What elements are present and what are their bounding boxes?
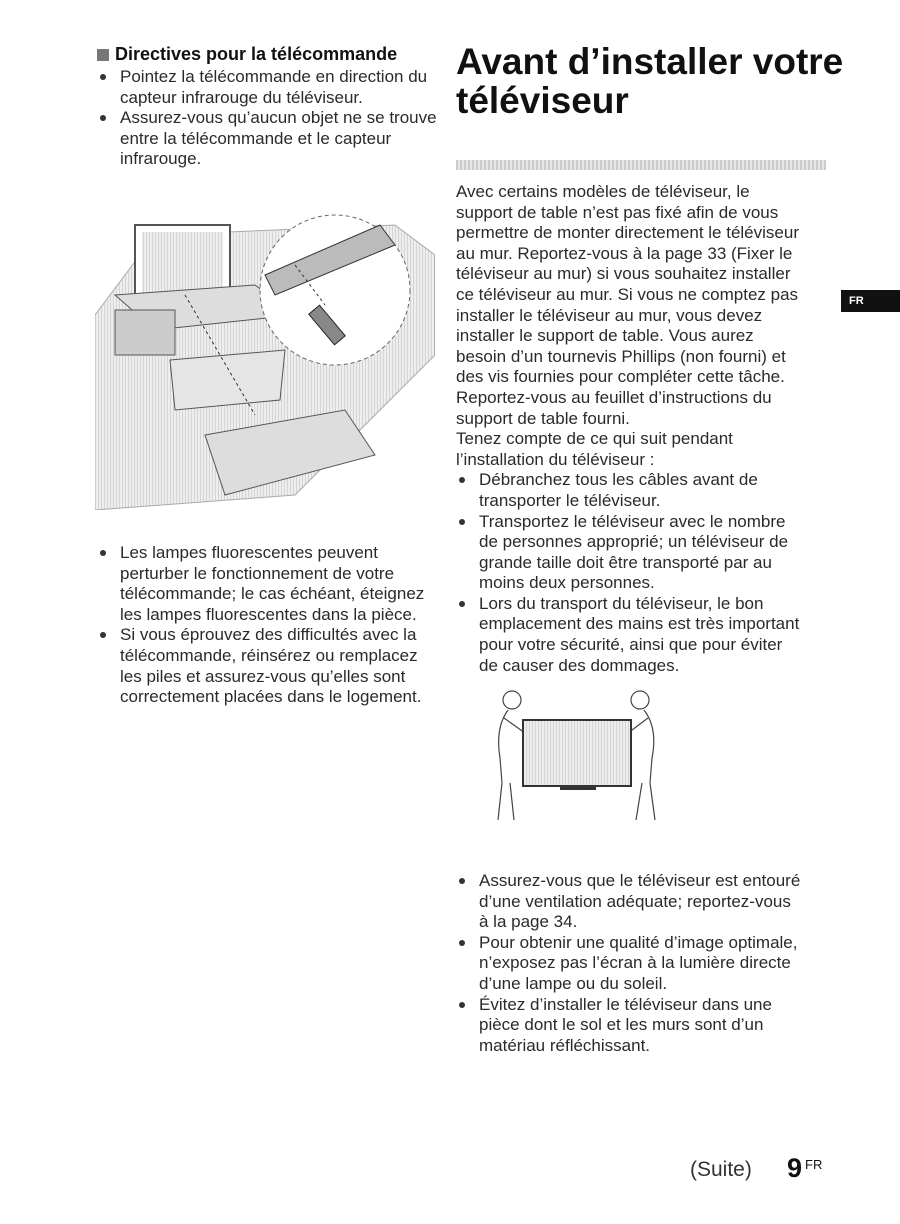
page-number [787, 1153, 822, 1184]
note-paragraph: Tenez compte de ce qui suit pendant l’installation du téléviseur : [456, 429, 733, 469]
list-item: Assurez-vous que le téléviseur est entouré d’une ventilation adéquate; reportez-vous à la page 34. [456, 871, 801, 933]
section-heading [97, 44, 397, 65]
list-item: Pour obtenir une qualité d’image optimale, n’exposez pas l’écran à la lumière directe d’une lampe ou du soleil. [456, 933, 801, 995]
list-item: Pointez la télécommande en direction du capteur infrarouge du téléviseur. [97, 67, 437, 108]
intro-paragraph: Avec certains modèles de téléviseur, le support de table n’est pas fixé afin de vous permettre de monter directement le téléviseur au mur. Reportez-vous à la page 33 (Fixer le téléviseur au mur) si vous souhaitez installer ce téléviseur au mur. Si vous ne comptez pas installer le téléviseur au mur, vous devez installer le support de table. Vous aurez besoin d’un tournevis Phillips (non fourni) et des vis fournies pour compléter cette tâche. Reportez-vous au feuillet d’instructions du support de table fourni. [456, 182, 799, 428]
square-bullet-icon [97, 49, 109, 61]
transport-tips-list [456, 470, 801, 676]
list-item: Évitez d’installer le téléviseur dans une pièce dont le sol et les murs sont d’un matériau réfléchissant. [456, 995, 801, 1057]
remote-tips-list [97, 67, 437, 170]
page-title: Avant d’installer votre téléviseur [456, 41, 844, 121]
continued-label: (Suite) [690, 1158, 752, 1181]
list-item: Lors du transport du téléviseur, le bon emplacement des mains est très important pour votre sécurité, ainsi que pour éviter de causer des dommages. [456, 594, 801, 676]
page-number-suffix: FR [805, 1157, 823, 1172]
list-item: Les lampes fluorescentes peuvent perturber le fonctionnement de votre télécommande; le cas échéant, éteignez les lampes fluorescentes dans la pièce. [97, 543, 437, 625]
language-tab: FR [841, 290, 900, 312]
list-item: Transportez le téléviseur avec le nombre de personnes approprié; un téléviseur de grande taille doit être transporté par au moins deux personnes. [456, 512, 801, 594]
installation-text [456, 182, 801, 676]
page-number-value: 9 [787, 1153, 803, 1183]
placement-tips-list [456, 871, 801, 1056]
remote-troubleshooting-list [97, 543, 437, 708]
list-item: Si vous éprouvez des difficultés avec la télécommande, réinsérez ou remplacez les piles et assurez-vous qu’elles sont correctement placées dans le logement. [97, 625, 437, 707]
title-divider [456, 160, 826, 170]
section-heading-text: Directives pour la télécommande [115, 44, 398, 64]
tv-carrying-illustration [490, 688, 665, 823]
list-item: Débranchez tous les câbles avant de transporter le téléviseur. [456, 470, 801, 511]
list-item: Assurez-vous qu’aucun objet ne se trouve entre la télécommande et le capteur infrarouge. [97, 108, 437, 170]
remote-control-room-illustration [95, 195, 435, 510]
